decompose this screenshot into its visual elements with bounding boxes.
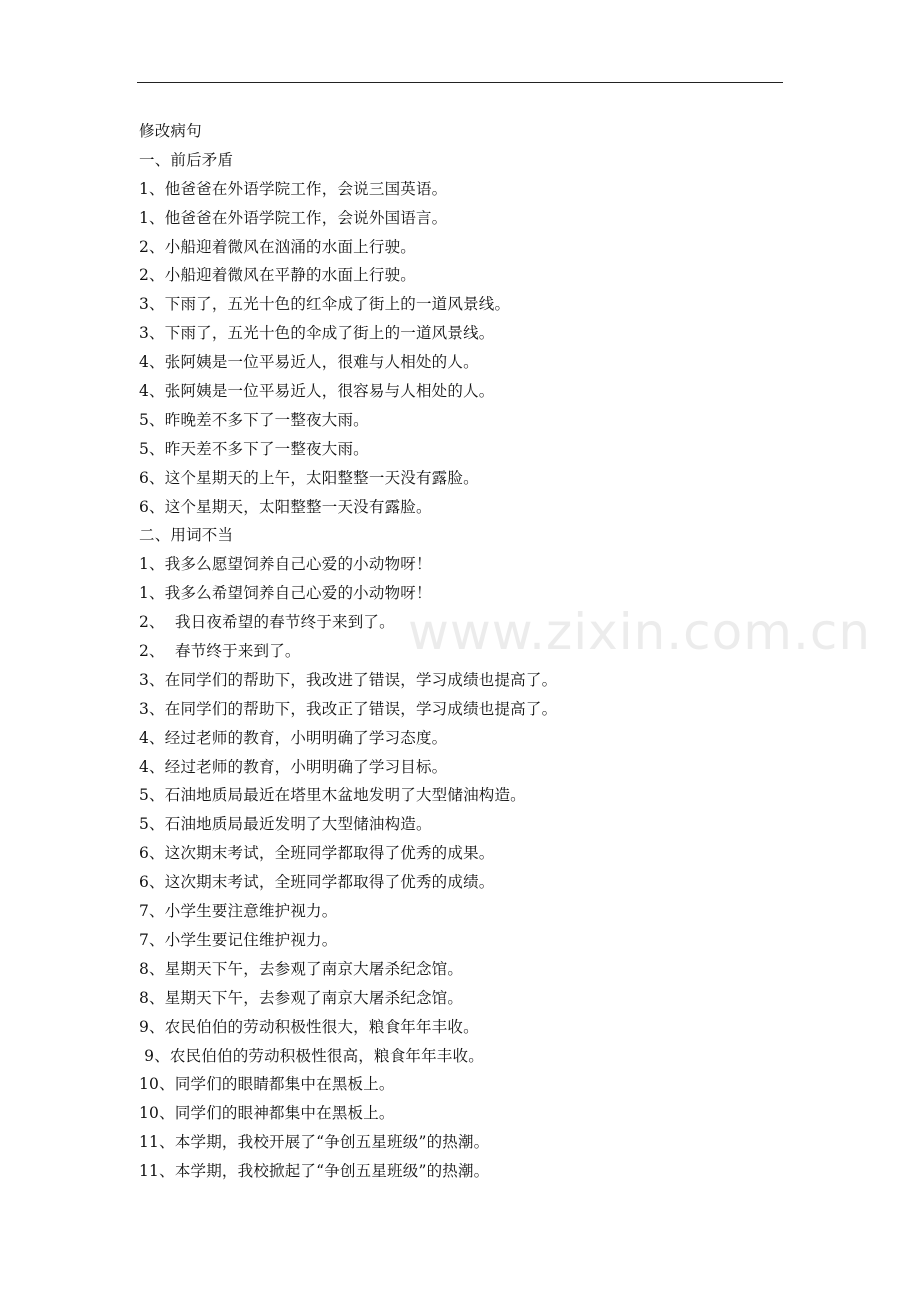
sentence-line: 1、我多么愿望饲养自己心爱的小动物呀！ — [139, 555, 432, 574]
sentence-line: 6、这个星期天，太阳整整一天没有露脸。 — [139, 497, 432, 516]
document-title: 修改病句 — [139, 122, 202, 140]
sentence-line: 10、同学们的眼睛都集中在黑板上。 — [139, 1075, 395, 1094]
sentence-line: 8、星期天下午，去参观了南京大屠杀纪念馆。 — [139, 959, 464, 978]
sentence-line: 10、同学们的眼神都集中在黑板上。 — [139, 1104, 395, 1123]
sentence-line: 2、 春节终于来到了。 — [139, 642, 301, 661]
section-heading-contradiction: 一、前后矛盾 — [139, 150, 234, 169]
sentence-line: 6、这个星期天的上午，太阳整整一天没有露脸。 — [139, 468, 479, 487]
sentence-line: 5、石油地质局最近发明了大型储油构造。 — [139, 815, 432, 834]
sentence-line: 5、昨天差不多下了一整夜大雨。 — [139, 439, 369, 458]
sentence-line: 3、下雨了，五光十色的伞成了街上的一道风景线。 — [139, 324, 495, 343]
sentence-line: 4、张阿姨是一位平易近人，很容易与人相处的人。 — [139, 382, 495, 401]
document-body — [139, 117, 799, 1186]
sentence-line: 4、张阿姨是一位平易近人，很难与人相处的人。 — [139, 353, 479, 372]
sentence-line: 1、他爸爸在外语学院工作，会说外国语言。 — [139, 208, 448, 227]
sentence-line: 2、 我日夜希望的春节终于来到了。 — [139, 613, 395, 632]
sentence-line: 5、昨晚差不多下了一整夜大雨。 — [139, 410, 369, 429]
sentence-line: 11、本学期，我校开展了“争创五星班级”的热潮。 — [139, 1133, 490, 1152]
sentence-line: 9、农民伯伯的劳动积极性很高，粮食年年丰收。 — [139, 1046, 484, 1065]
sentence-line: 3、在同学们的帮助下，我改进了错误，学习成绩也提高了。 — [139, 670, 558, 689]
sentence-line: 2、小船迎着微风在平静的水面上行驶。 — [139, 266, 416, 285]
sentence-line: 4、经过老师的教育，小明明确了学习目标。 — [139, 757, 448, 776]
sentence-line: 4、经过老师的教育，小明明确了学习态度。 — [139, 728, 448, 747]
watermark: www.zixin.com.cn — [408, 603, 872, 661]
sentence-line: 7、小学生要记住维护视力。 — [139, 930, 338, 949]
sentence-line: 11、本学期，我校掀起了“争创五星班级”的热潮。 — [139, 1162, 490, 1181]
sentence-line: 1、他爸爸在外语学院工作，会说三国英语。 — [139, 179, 448, 198]
sentence-line: 1、我多么希望饲养自己心爱的小动物呀！ — [139, 584, 432, 603]
sentence-line: 5、石油地质局最近在塔里木盆地发明了大型储油构造。 — [139, 786, 526, 805]
sentence-line: 2、小船迎着微风在汹涌的水面上行驶。 — [139, 237, 416, 256]
sentence-line: 7、小学生要注意维护视力。 — [139, 902, 338, 921]
sentence-line: 9、农民伯伯的劳动积极性很大，粮食年年丰收。 — [139, 1017, 479, 1036]
sentence-line: 3、在同学们的帮助下，我改正了错误，学习成绩也提高了。 — [139, 699, 558, 718]
sentence-line: 6、这次期末考试，全班同学都取得了优秀的成绩。 — [139, 873, 495, 892]
header-rule — [137, 82, 783, 83]
sentence-line: 6、这次期末考试，全班同学都取得了优秀的成果。 — [139, 844, 495, 863]
section-heading-word-misuse: 二、用词不当 — [139, 526, 234, 545]
sentence-line: 8、星期天下午，去参观了南京大屠杀纪念馆。 — [139, 988, 464, 1007]
sentence-line: 3、下雨了，五光十色的红伞成了街上的一道风景线。 — [139, 295, 511, 314]
